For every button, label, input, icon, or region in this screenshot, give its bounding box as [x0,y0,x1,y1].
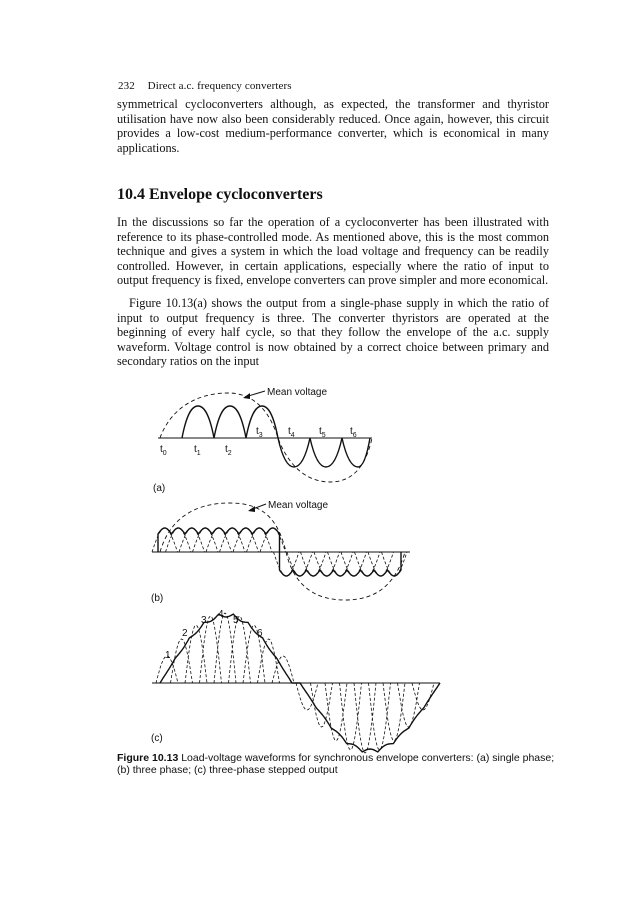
envelope-a [182,406,370,467]
time-label-t4: $t_4$ [288,426,295,439]
time-label-t5: $t_5$ [319,426,326,439]
paragraph-intro: symmetrical cycloconverters although, as expected, the transformer and thyristor utilisation have now also been considerably reduced. Once again, however, this circuit provides a low-cost medium-performance converter, which is economical in many applications. [117,97,549,155]
time-label-t1: $t_1$ [194,444,201,457]
panel-label-c: (c) [151,733,163,744]
time-labels-a [160,426,357,457]
pulse-number-2: 2 [182,628,188,639]
page-number: 232 [118,80,135,92]
panel-label-a: (a) [153,483,166,494]
panel-b-waveform [151,500,410,604]
paragraph-1: In the discussions so far the operation of a cycloconverter has been illustrated with reference to its phase-controlled mode. As mentioned above, this is the most common technique and gives a system in which the load voltage and frequency can be readily controlled. However, in certain applications, especially where the ratio of input to output frequency is fixed, envelope converters can prove simpler and more economical. [117,215,549,288]
caption-text: Load-voltage waveforms for synchronous envelope converters: (a) single phase; (b) three phase; (c) three-phase stepped output [117,752,555,777]
mean-voltage-label-a: Mean voltage [267,387,328,398]
annotation-arrowhead-b [248,506,255,512]
pulse-number-6: 6 [257,628,263,639]
panel-label-b: (b) [151,593,164,604]
section-heading: 10.4 Envelope cycloconverters [117,186,323,203]
running-title: Direct a.c. frequency converters [147,80,292,92]
time-label-t0: $t_0$ [160,444,167,457]
time-label-t3: $t_3$ [256,426,263,439]
time-label-t6: $t_6$ [350,426,357,439]
panel-c-waveform [151,609,440,753]
pulse-number-3: 3 [201,615,207,626]
panel-a-waveform [153,387,372,494]
figure-caption [117,752,557,777]
time-label-t2: $t_2$ [225,444,232,457]
paragraph-2: Figure 10.13(a) shows the output from a single-phase supply in which the ratio of input to output frequency is three. The converter thyristors are operated at the beginning of every half cycle, so that they follow the envelope of the a.c. supply waveform. Voltage control is now obtained by a correct choice between primary and secondary ratios on the input [117,296,549,369]
pulse-number-4: 4 [218,609,224,620]
caption-label: Figure 10.13 [117,752,179,764]
annotation-arrowhead-a [243,393,250,399]
pulse-number-5: 5 [233,615,239,626]
pulse-number-1: 1 [165,650,171,661]
mean-voltage-label-b: Mean voltage [268,500,329,511]
